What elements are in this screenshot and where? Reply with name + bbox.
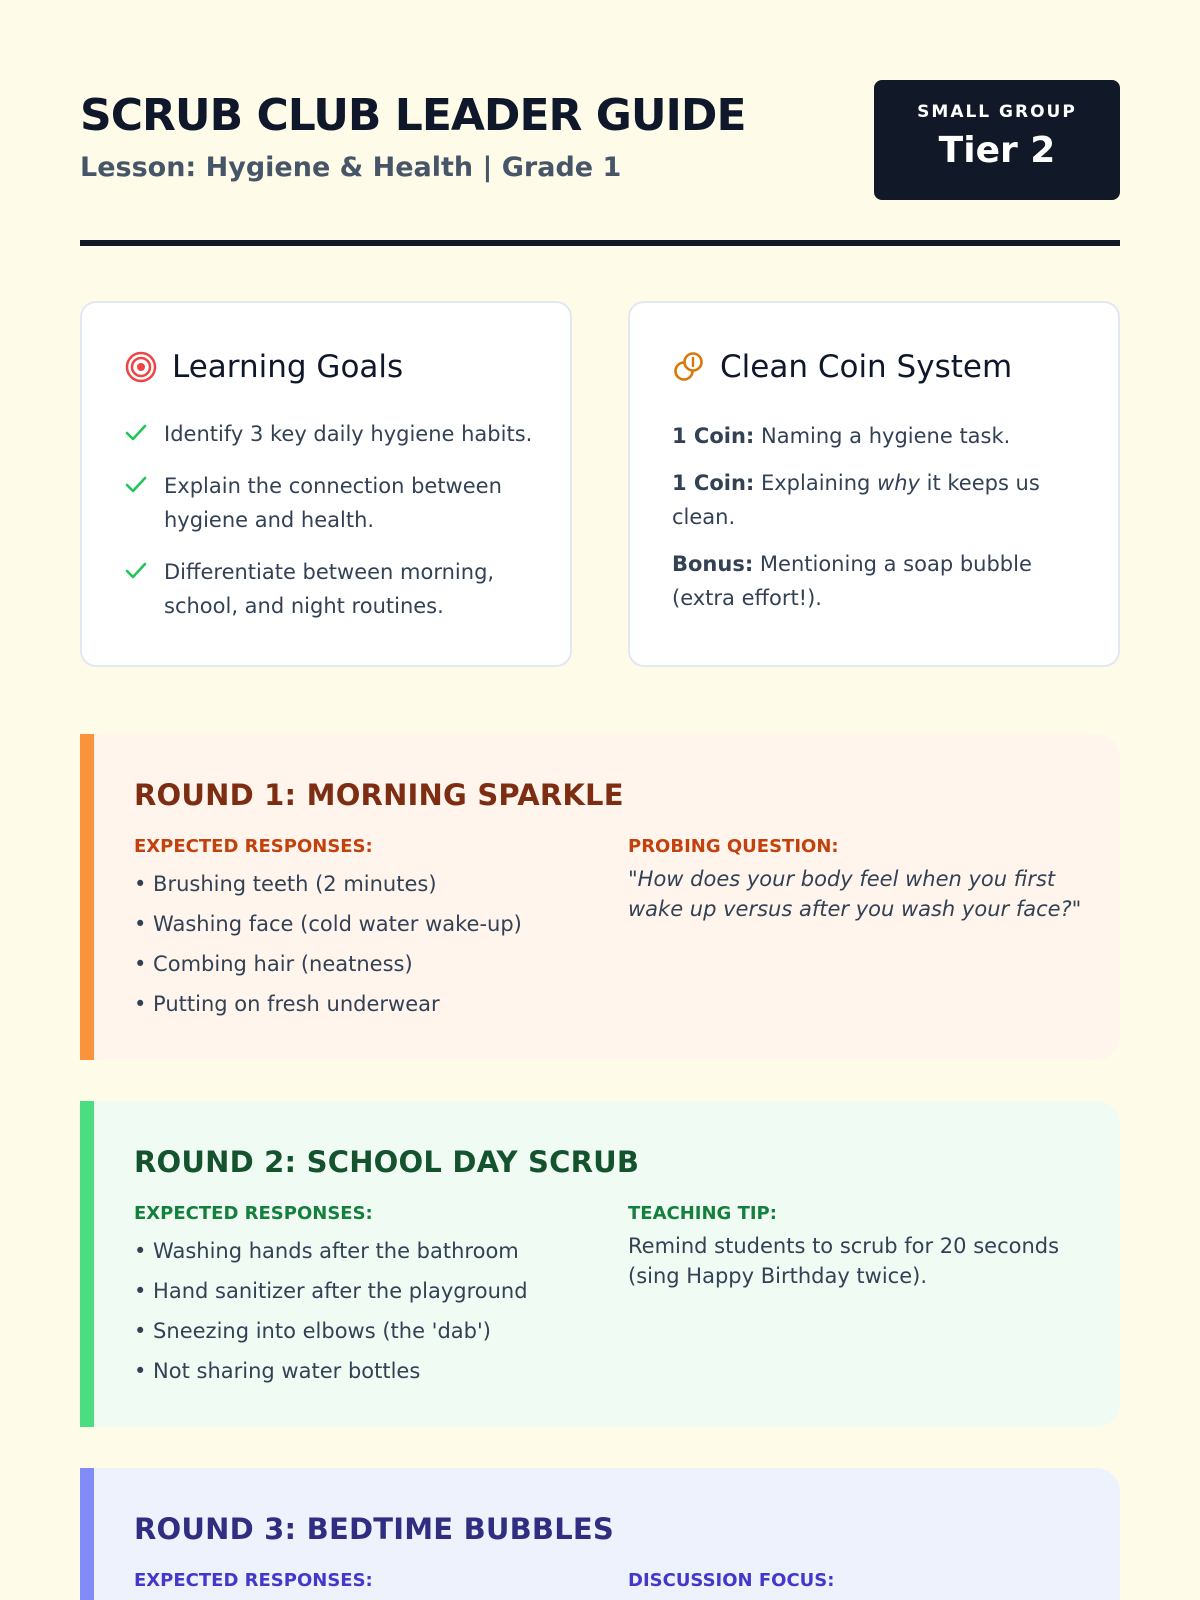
discussion-focus-label: DISCUSSION FOCUS:: [628, 1570, 835, 1591]
learning-goals-title: Learning Goals: [172, 349, 404, 385]
coin-rule-label: 1 Coin:: [672, 471, 755, 495]
goal-item: [124, 417, 544, 451]
goal-text: Identify 3 key daily hygiene habits.: [164, 422, 533, 446]
learning-goals-list: [124, 417, 544, 641]
goal-text: Explain the connection between hygiene and health.: [164, 474, 502, 532]
round-2-section: [80, 1101, 1120, 1427]
learning-goals-header: [124, 349, 403, 385]
coin-rules: [672, 419, 1082, 628]
tier-badge-value: Tier 2: [938, 130, 1056, 171]
list-item: • Not sharing water bottles: [134, 1359, 421, 1383]
list-item: • Washing hands after the bathroom: [134, 1239, 519, 1263]
round-3-section: [80, 1468, 1120, 1600]
coin-rule: [672, 547, 1082, 615]
coins-icon: [672, 350, 706, 384]
list-item: • Putting on fresh underwear: [134, 992, 440, 1016]
goal-text: Differentiate between morning, school, and night routines.: [164, 560, 495, 618]
coin-rule-label: Bonus:: [672, 552, 754, 576]
round-accent-bar: [80, 734, 94, 1060]
list-item: • Hand sanitizer after the playground: [134, 1279, 528, 1303]
lesson-subtitle: Lesson: Hygiene & Health | Grade 1: [80, 152, 622, 183]
coin-system-header: [672, 349, 1012, 385]
coin-rule-text: Naming a hygiene task.: [754, 424, 1011, 448]
coin-rule-label: 1 Coin:: [672, 424, 755, 448]
expected-responses-label: EXPECTED RESPONSES:: [134, 1570, 373, 1591]
teaching-tip-text: Remind students to scrub for 20 seconds (sing Happy Birthday twice).: [628, 1234, 1060, 1288]
check-icon: [124, 421, 148, 445]
expected-responses-list: [134, 864, 522, 1024]
header-divider: [80, 240, 1120, 246]
learning-goals-card: [80, 301, 572, 667]
round-accent-bar: [80, 1101, 94, 1427]
expected-responses-label: EXPECTED RESPONSES:: [134, 1203, 373, 1224]
teaching-tip-label: TEACHING TIP:: [628, 1203, 777, 1224]
header: [80, 80, 1120, 200]
coin-system-card: [628, 301, 1120, 667]
list-item: • Combing hair (neatness): [134, 952, 413, 976]
round-title: ROUND 1: MORNING SPARKLE: [134, 778, 624, 812]
probing-question-label: PROBING QUESTION:: [628, 836, 839, 857]
round-1-section: [80, 734, 1120, 1060]
check-icon: [124, 473, 148, 497]
round-title: ROUND 3: BEDTIME BUBBLES: [134, 1512, 615, 1546]
coin-rule: [672, 466, 1082, 534]
coin-rule-text: Mentioning a soap bubble (extra effort!).: [672, 552, 1032, 610]
target-icon: [124, 350, 158, 384]
round-accent-bar: [80, 1468, 94, 1600]
goal-item: [124, 555, 544, 623]
list-item: • Sneezing into elbows (the 'dab'): [134, 1319, 491, 1343]
coin-rule-text: it keeps us clean.: [672, 471, 1040, 529]
tier-badge-label: SMALL GROUP: [917, 102, 1077, 122]
page-title: SCRUB CLUB LEADER GUIDE: [80, 90, 746, 141]
coin-rule-text: Explaining: [754, 471, 878, 495]
coin-system-title: Clean Coin System: [720, 349, 1013, 385]
check-icon: [124, 559, 148, 583]
goal-item: [124, 469, 544, 537]
list-item: • Washing face (cold water wake-up): [134, 912, 522, 936]
list-item: • Brushing teeth (2 minutes): [134, 872, 437, 896]
expected-responses-label: EXPECTED RESPONSES:: [134, 836, 373, 857]
probing-question-text: "How does your body feel when you first wake up versus after you wash your face?": [628, 867, 1082, 921]
coin-rule-emphasis: why: [877, 471, 920, 495]
round-title: ROUND 2: SCHOOL DAY SCRUB: [134, 1145, 640, 1179]
coin-rule: [672, 419, 1082, 453]
tier-badge: [874, 80, 1120, 200]
expected-responses-list: [134, 1231, 528, 1391]
